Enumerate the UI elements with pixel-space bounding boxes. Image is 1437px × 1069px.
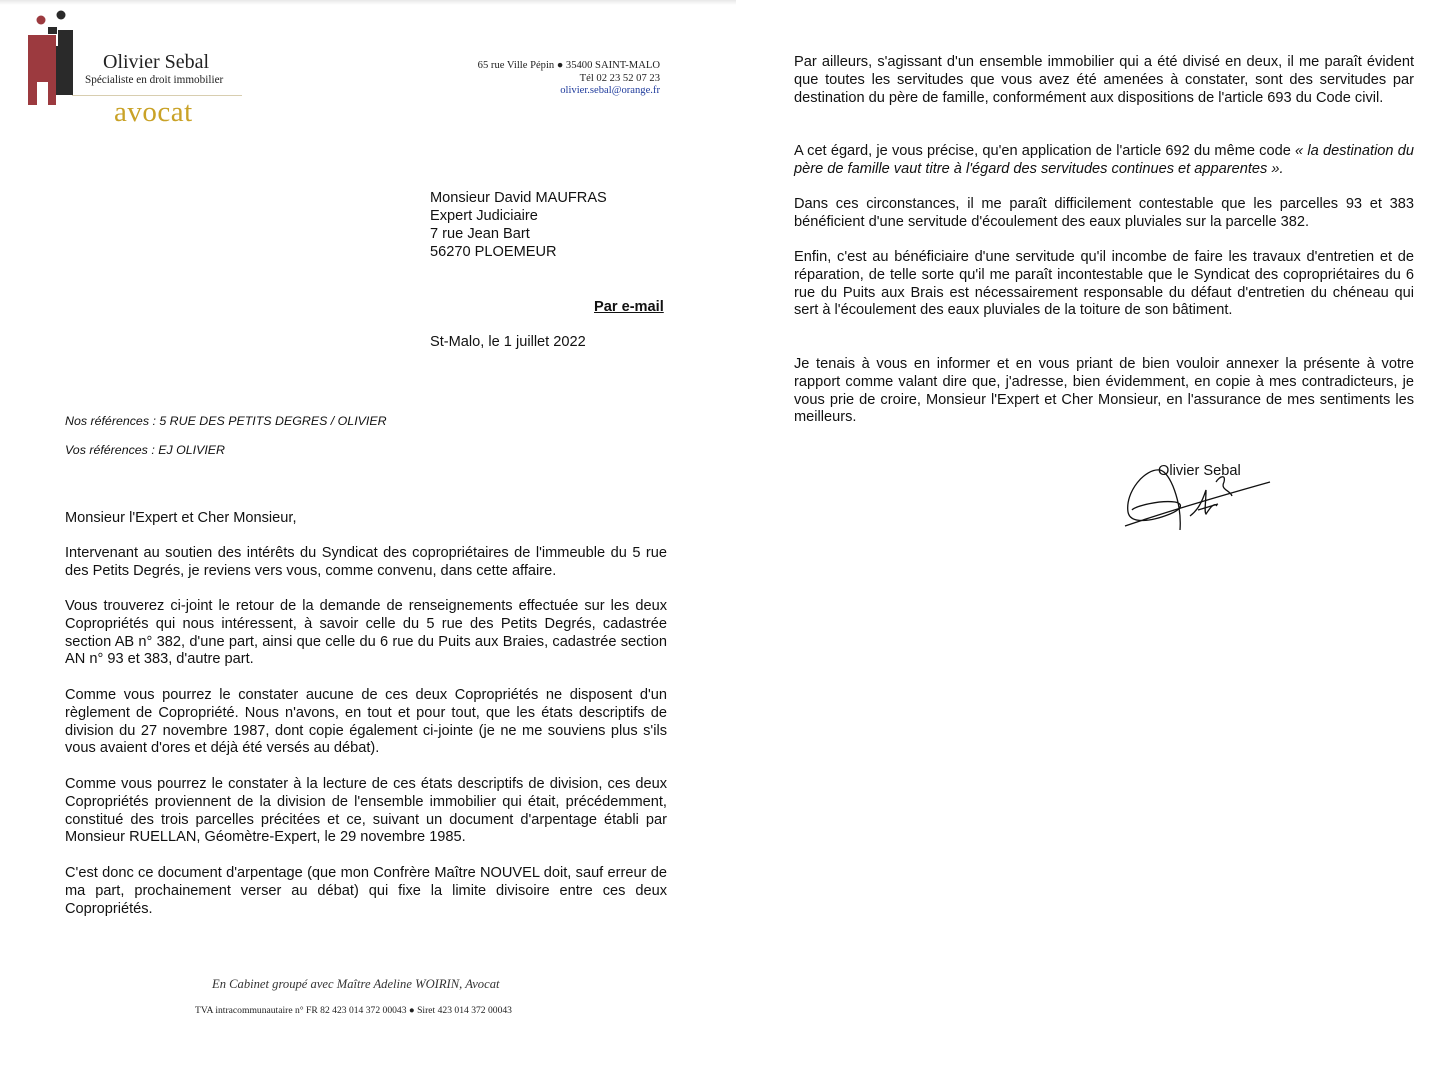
- footer-tva: TVA intracommunautaire n° FR 82 423 014 372 00043 ● Siret 423 014 372 00043: [195, 1005, 512, 1016]
- logo-red-dot: [37, 16, 46, 25]
- law-firm-logo-icon: [26, 10, 78, 107]
- page2-paragraph-5: Je tenais à vous en informer et en vous priant de bien vouloir annexer la présente à votre rapport comme valant dire que, j'adresse, bien évidemment, en copie à mes contradicteurs, je vous prie de croire, Monsieur l'Expert et Cher Monsieur, en l'assurance de mes sentiments les meilleurs.: [794, 356, 1414, 426]
- logo-red-building: [28, 35, 56, 105]
- body-paragraph: [65, 776, 667, 847]
- logo-black-building: [54, 30, 73, 95]
- page2-paragraph-2: [794, 143, 1414, 179]
- logo-profession: avocat: [114, 96, 193, 128]
- your-reference: Vos références : EJ OLIVIER: [65, 443, 225, 457]
- paragraph-text: Intervenant au soutien des intérêts du Syndicat des copropriétaires de l'immeuble du 5 rue des Petits Degrés, je reviens vers vous, comme convenu, dans cette affaire.: [65, 545, 667, 579]
- logo-small-square: [48, 27, 57, 34]
- letter-date: St-Malo, le 1 juillet 2022: [430, 334, 586, 350]
- recipient-name: Monsieur David MAUFRAS: [430, 190, 607, 206]
- sender-address: 65 rue Ville Pépin ● 35400 SAINT-MALO: [477, 60, 660, 71]
- body-paragraph: [65, 598, 667, 669]
- body-paragraph: [65, 865, 667, 918]
- salutation: Monsieur l'Expert et Cher Monsieur,: [65, 510, 297, 526]
- signatory-name: Olivier Sebal: [1158, 463, 1241, 479]
- sender-phone: Tél 02 23 52 07 23: [579, 73, 660, 84]
- logo-name: Olivier Sebal: [103, 51, 210, 73]
- footer-cabinet: En Cabinet groupé avec Maître Adeline WOIRIN, Avocat: [212, 977, 500, 991]
- page2-paragraph-4: Enfin, c'est au bénéficiaire d'une servitude qu'il incombe de faire les travaux d'entretien et de réparation, de telle sorte qu'il me paraît incontestable que le Syndicat des copropriétaires du 6 rue du Puits aux Brais est nécessairement responsable du défaut d'entretien du chéneau qui sert à l'écoulement des eaux pluviales de la toiture de son bâtiment.: [794, 249, 1414, 319]
- logo-black-dot: [57, 11, 66, 20]
- body-paragraph: [65, 687, 667, 758]
- delivery-mode: Par e-mail: [594, 299, 664, 315]
- civil-code-quote: « la destination du père de famille vaut titre à l'égard des servitudes continues et apparentes ».: [794, 143, 1414, 177]
- sender-email-link[interactable]: olivier.sebal@orange.fr: [560, 85, 660, 96]
- paragraph-text: C'est donc ce document d'arpentage (que mon Confrère Maître NOUVEL doit, sauf erreur de ma part, prochainement verser au débat) qui fixe la limite divisoire entre ces deux Copropriétés.: [65, 865, 667, 917]
- recipient-street: 7 rue Jean Bart: [430, 226, 530, 242]
- page2-paragraph-3: Dans ces circonstances, il me paraît difficilement contestable que les parcelles 93 et 383 bénéficient d'une servitude d'écoulement des eaux pluviales sur la parcelle 382.: [794, 196, 1414, 230]
- page-shadow: [0, 0, 736, 5]
- page2-paragraph-1: Par ailleurs, s'agissant d'un ensemble immobilier qui a été divisé en deux, il me paraît évident que toutes les servitudes que vous avez été amenées à constater, sont des servitudes par destination du père de famille, conformément aux dispositions de l'article 693 du Code civil.: [794, 54, 1414, 106]
- paragraph-text: A cet égard, je vous précise, qu'en application de l'article 692 du même code: [794, 143, 1296, 159]
- paragraph-text: Comme vous pourrez le constater aucune de ces deux Copropriétés ne disposent d'un règlement de Copropriété. Nous n'avons, en tout et pour tout, que les états descriptifs de division du 27 novembre 1987, dont copie également ci-jointe (je ne me souviens plus s'ils vous avaient d'ores et déjà été versés au débat).: [65, 687, 667, 757]
- paragraph-text: Vous trouverez ci-joint le retour de la demande de renseignements effectuée sur les deux Copropriétés qui nous intéressent, à savoir celle du 5 rue des Petits Degrés, cadastrée section AB n° 382, d'une part, ainsi que celle du 6 rue du Puits aux Braies, cadastrée section AN n° 93 et 383, d'autre part.: [65, 598, 667, 668]
- handwritten-signature-icon: [1120, 462, 1275, 534]
- logo-subtitle: Spécialiste en droit immobilier: [85, 74, 224, 86]
- our-reference: Nos références : 5 RUE DES PETITS DEGRES / OLIVIER: [65, 414, 387, 428]
- recipient-city: 56270 PLOEMEUR: [430, 244, 557, 260]
- paragraph-text: Comme vous pourrez le constater à la lecture de ces états descriptifs de division, ces deux Copropriétés proviennent de la division de l'ensemble immobilier qui était, précédemment, constitué des trois parcelles précitées et ce, suivant un document d'arpentage établi par Monsieur RUELLAN, Géomètre-Expert, le 29 novembre 1985.: [65, 776, 667, 846]
- recipient-title: Expert Judiciaire: [430, 208, 538, 224]
- body-paragraph: [65, 545, 667, 581]
